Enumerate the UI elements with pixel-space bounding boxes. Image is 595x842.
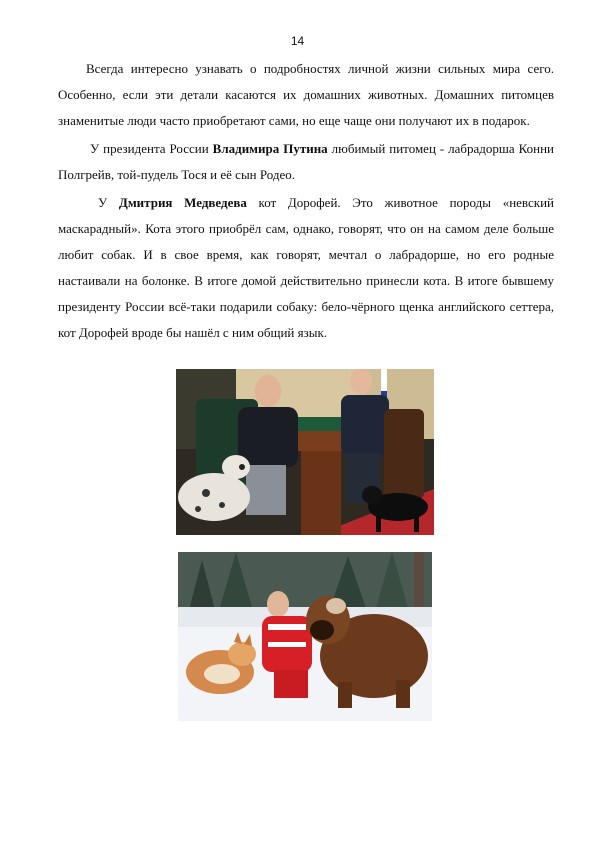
body-text (58, 56, 554, 346)
page-number: 14 (290, 34, 305, 48)
paragraph-medvedev-pre: У (98, 195, 119, 210)
snow-dogs-photo (178, 552, 432, 721)
paragraph-putin-post: любимый питомец - лабрадорша Конни Полгрейв, той-пудель Тося и её сын Родео. (58, 141, 554, 182)
paragraph-intro: Всегда интересно узнавать о подробностях личной жизни сильных мира сего. Особенно, если эти детали касаются их домашних животных. Домашних питомцев знаменитые люди часто приобретают сами, но еще чаще они получают их в подарок. (58, 61, 554, 128)
office-dogs-photo (176, 369, 434, 535)
paragraph-medvedev-post: кот Дорофей. Это животное породы «невский маскарадный». Кота этого приобрёл сам, однако, говорят, что он на самом деле больше любит собак. И в свое время, как говорят, мечтал о лабрадорше, но его родные настаивали на болонке. В итоге домой действительно принесли кота. В итоге бывшему президенту России всё-таки подарили собаку: бело-чёрного щенка английского сеттера, кот Дорофей вроде бы нашёл с ним общий язык. (58, 195, 554, 340)
paragraph-putin-pre: У президента России (90, 141, 213, 156)
paragraph-medvedev (58, 190, 554, 346)
paragraph-putin (58, 136, 554, 188)
medvedev-name: Дмитрия Медведева (118, 195, 247, 210)
putin-name: Владимира Путина (212, 141, 328, 156)
